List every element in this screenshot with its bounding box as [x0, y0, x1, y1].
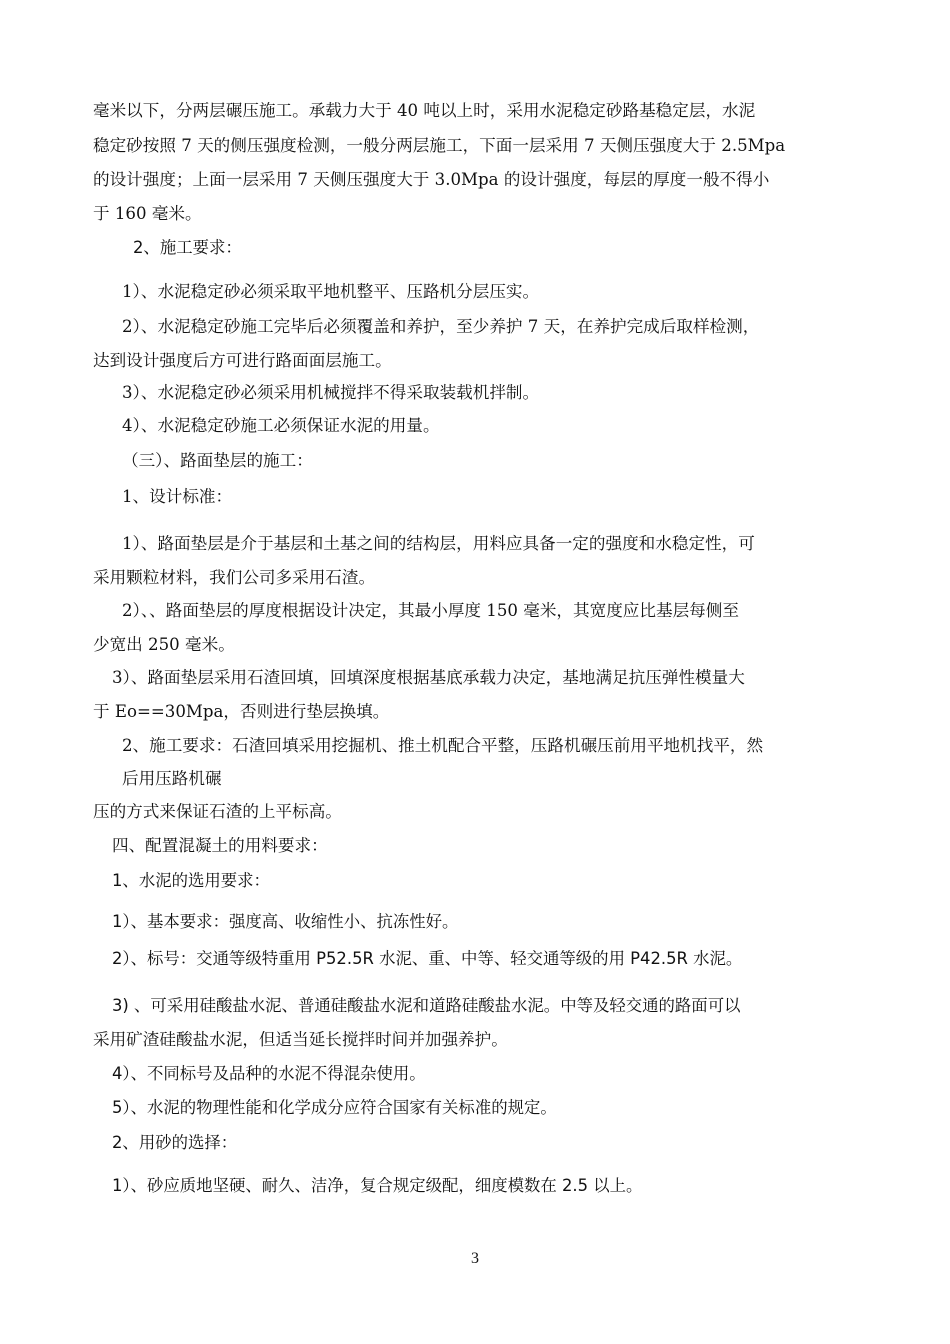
list-item: 2）、、路面垫层的厚度根据设计决定，其最小厚度 150 毫米，其宽度应比基层每侧至: [122, 601, 739, 620]
list-item: 5）、水泥的物理性能和化学成分应符合国家有关标准的规定。: [112, 1098, 557, 1117]
list-item: 4）、水泥稳定砂施工必须保证水泥的用量。: [122, 416, 440, 435]
list-item: 1）、砂应质地坚硬、耐久、洁净，复合规定级配，细度模数在 2.5 以上。: [112, 1176, 643, 1195]
list-item: 2）、水泥稳定砂施工完毕后必须覆盖和养护，至少养护 7 天，在养护完成后取样检测，: [122, 317, 760, 336]
section-heading: 1、设计标准：: [122, 487, 233, 506]
paragraph-line: 达到设计强度后方可进行路面面层施工。: [93, 351, 392, 370]
paragraph-line: 于 160 毫米。: [93, 204, 202, 223]
paragraph-line: 采用矿渣硅酸盐水泥，但适当延长搅拌时间并加强养护。: [93, 1030, 508, 1049]
paragraph-line: 于 Eo==30Mpa，否则进行垫层换填。: [93, 702, 390, 721]
list-item: 2、施工要求：石渣回填采用挖掘机、推土机配合平整，压路机碾压前用平地机找平，然: [122, 736, 764, 755]
list-item: 3）、路面垫层采用石渣回填，回填深度根据基底承载力决定，基地满足抗压弹性模量大: [112, 668, 745, 687]
list-item: 1）、路面垫层是介于基层和土基之间的结构层，用料应具备一定的强度和水稳定性，可: [122, 534, 755, 553]
list-item: 3）、水泥稳定砂必须采用机械搅拌不得采取装载机拌制。: [122, 383, 540, 402]
section-heading: 2、用砂的选择：: [112, 1133, 238, 1152]
list-item: 2）、标号：交通等级特重用 P52.5R 水泥、重、中等、轻交通等级的用 P42.5R 水泥。: [112, 949, 743, 968]
page-number: 3: [471, 1250, 479, 1267]
paragraph-line: 稳定砂按照 7 天的侧压强度检测，一般分两层施工，下面一层采用 7 天侧压强度大于 2.5Mpa: [93, 136, 786, 155]
section-heading: 四、配置混凝土的用料要求：: [112, 836, 328, 855]
list-item: 1）、基本要求：强度高、收缩性小、抗冻性好。: [112, 912, 459, 931]
list-item: 1）、水泥稳定砂必须采取平地机整平、压路机分层压实。: [122, 282, 540, 301]
section-heading: 2、施工要求：: [133, 238, 242, 257]
list-item: 4）、不同标号及品种的水泥不得混杂使用。: [112, 1064, 426, 1083]
section-heading: 1、水泥的选用要求：: [112, 871, 270, 890]
paragraph-line: 后用压路机碾: [122, 769, 222, 788]
paragraph-line: 压的方式来保证石渣的上平标高。: [93, 802, 342, 821]
paragraph-line: 毫米以下，分两层碾压施工。承载力大于 40 吨以上时，采用水泥稳定砂路基稳定层，水泥: [93, 101, 756, 120]
paragraph-line: 的设计强度；上面一层采用 7 天侧压强度大于 3.0Mpa 的设计强度，每层的厚度一般不得小: [93, 170, 770, 189]
list-item: 3) 、可采用硅酸盐水泥、普通硅酸盐水泥和道路硅酸盐水泥。中等及轻交通的路面可以: [112, 996, 741, 1015]
section-heading: （三）、路面垫层的施工：: [122, 451, 313, 470]
paragraph-line: 少宽出 250 毫米。: [93, 635, 235, 654]
paragraph-line: 采用颗粒材料，我们公司多采用石渣。: [93, 568, 376, 587]
